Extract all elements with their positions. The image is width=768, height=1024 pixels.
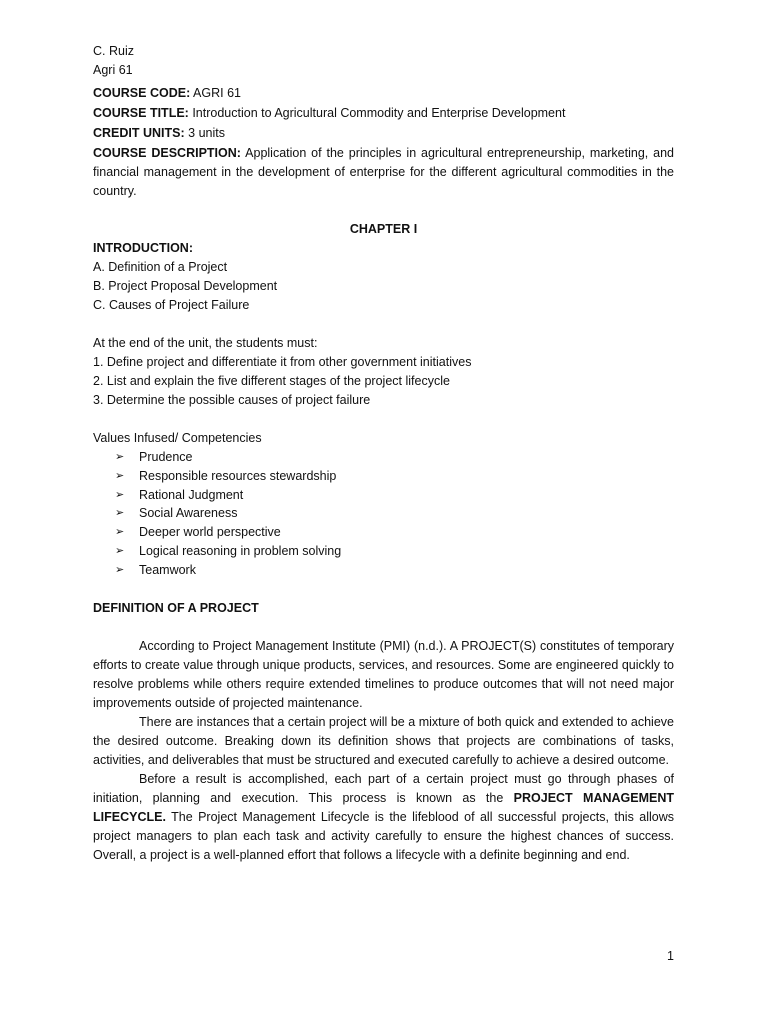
list-item (115, 448, 674, 467)
arrow-bullet-icon: ➢ (115, 450, 125, 463)
definition-paragraph-2: There are instances that a certain project will be a mixture of both quick and extended to achieve the desired outcome. Breaking down its definition shows that projects are combinations of tasks, activities, and deliverables that must be structured and executed carefully to achieve a desired outcome. (93, 714, 674, 767)
course-description-label: COURSE DESCRIPTION: (93, 146, 241, 160)
credit-units (93, 124, 674, 143)
course-description-value: Application of the principles in agricultural entrepreneurship, marketing, and financial management in the development of enterprise for the different agricultural commodities in the country. (93, 146, 674, 198)
list-item (115, 561, 674, 580)
course-description (93, 144, 674, 201)
arrow-bullet-icon: ➢ (115, 488, 125, 501)
credit-units-label: CREDIT UNITS: (93, 126, 185, 140)
arrow-bullet-icon: ➢ (115, 526, 125, 539)
course-title (93, 104, 674, 123)
list-item (115, 467, 674, 486)
definition-paragraph-1: According to Project Management Institute (PMI) (n.d.). A PROJECT(S) constitutes of temporary efforts to create value through unique products, services, and resources. Some are engineered quickly to resolve problems while others require extended timelines to produce outcomes that will not need major improvements outside of projected maintenance. (93, 638, 674, 710)
paragraph-3-lead: Before a result is accomplished, each part of a certain project must go through phases of initiation, planning and execution. This process is known as the (93, 771, 674, 805)
definition-heading: DEFINITION OF A PROJECT (93, 600, 259, 615)
paragraph-3-rest: The Project Management Lifecycle is the lifeblood of all successful projects, this allows project managers to plan each task and activity carefully to ensure the highest chances of success. Overall, a project is a well-planned effort that follows a lifecycle with a definite beginning and end. (93, 809, 674, 862)
chapter-heading: CHAPTER I (349, 222, 418, 236)
topic-item: C. Causes of Project Failure (93, 298, 250, 312)
course-title-value: Introduction to Agricultural Commodity and Enterprise Development (192, 106, 566, 120)
course-title-label: COURSE TITLE: (93, 106, 189, 120)
value-label: Social Awareness (139, 506, 238, 521)
objective-item: 3. Determine the possible causes of project failure (93, 393, 371, 407)
course-code (93, 84, 674, 103)
author-name: C. Ruiz (93, 44, 134, 58)
topic-item: B. Project Proposal Development (93, 279, 278, 293)
page-number: 1 (667, 949, 674, 963)
definition-paragraph-3 (93, 770, 674, 865)
values-heading: Values Infused/ Competencies (93, 431, 262, 445)
objective-item: 1. Define project and differentiate it from other government initiatives (93, 355, 472, 369)
list-item (115, 542, 674, 561)
list-item (115, 523, 674, 542)
value-label: Deeper world perspective (139, 525, 281, 540)
value-label: Responsible resources stewardship (139, 468, 337, 483)
course-short: Agri 61 (93, 63, 133, 77)
value-label: Rational Judgment (139, 487, 244, 502)
objectives-lead: At the end of the unit, the students must: (93, 336, 318, 350)
lifecycle-term: PROJECT MANAGEMENT LIFECYCLE. (93, 790, 674, 824)
credit-units-value: 3 units (188, 126, 225, 140)
document-page (93, 42, 674, 865)
objective-item: 2. List and explain the five different stages of the project lifecycle (93, 374, 450, 388)
topic-item: A. Definition of a Project (93, 260, 228, 274)
arrow-bullet-icon: ➢ (115, 544, 125, 557)
value-label: Teamwork (139, 562, 196, 577)
list-item (115, 486, 674, 505)
course-code-label: COURSE CODE: (93, 86, 191, 100)
values-list (93, 448, 674, 580)
value-label: Logical reasoning in problem solving (139, 543, 342, 558)
arrow-bullet-icon: ➢ (115, 469, 125, 482)
course-code-value: AGRI 61 (193, 86, 241, 100)
list-item (115, 504, 674, 523)
value-label: Prudence (139, 449, 193, 464)
arrow-bullet-icon: ➢ (115, 507, 125, 520)
introduction-heading: INTRODUCTION: (93, 241, 193, 255)
arrow-bullet-icon: ➢ (115, 563, 125, 576)
